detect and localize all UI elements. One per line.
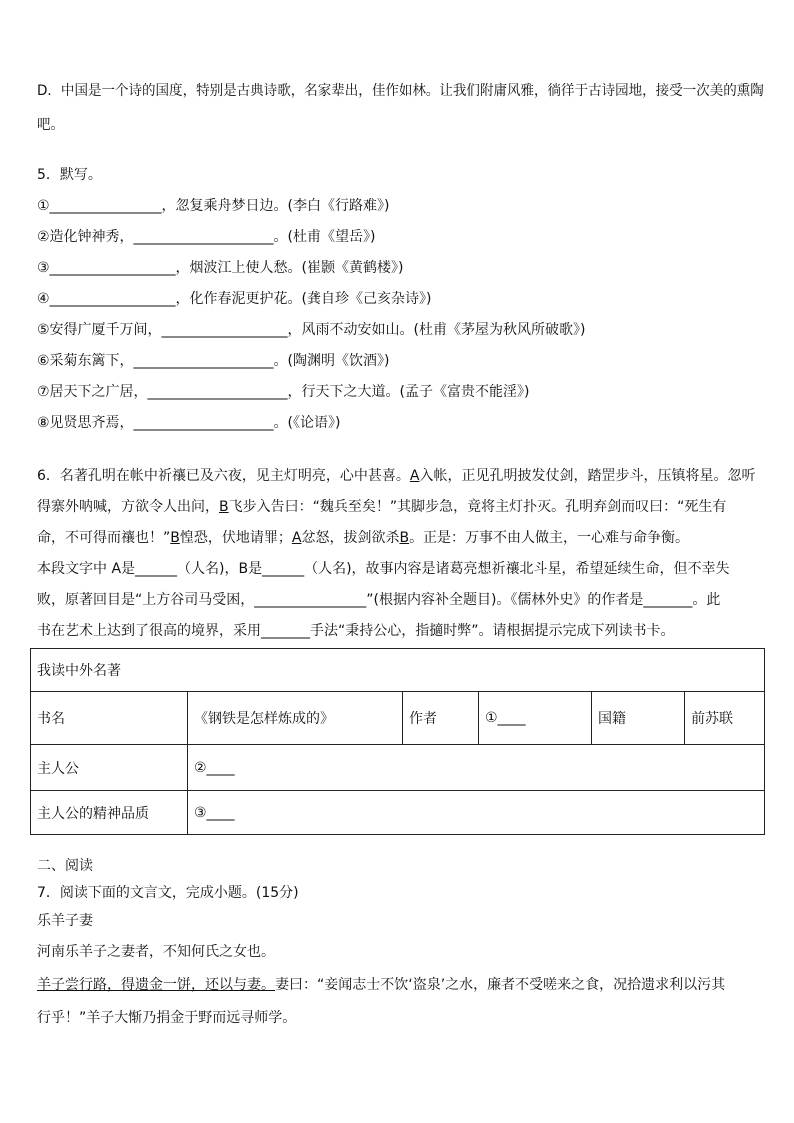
table-row [31,692,765,745]
hero-label: 主人公 [31,745,188,791]
dictation-line-4: ④__________________，化作春泥更护花。(龚自珍《己亥杂诗》) [37,291,432,307]
author-value: ①____ [479,692,592,745]
q6-marker-a: A [409,468,420,484]
q6-line-5: 败，原著回目是“上方谷司马受困，________________”(根据内容补全题目)。《儒林外史》的作者是_______。此 [37,592,721,608]
author-label: 作者 [403,692,479,745]
q6-line-3-g: 。正是：万事不由人做主，一心难与命争衡。 [409,530,690,546]
q6-line-3 [37,523,755,554]
question-5 [37,160,585,439]
q6-line-1-c: 入帐，正见孔明披发仗剑，踏罡步斗，压镇将星。忽听 [419,468,756,484]
q6-line-6: 书在艺术上达到了很高的境界，采用_______手法“秉持公心，指擿时弊”。请根据提示完成下列读书卡。 [37,623,675,639]
table-header: 我读中外名著 [31,649,765,692]
q6-marker-b: B [399,530,410,546]
q6-line-3-a: 命，不可得而禳也！” [37,530,171,546]
q6-line-1-a: 6．名著孔明在帐中祈禳已及六夜，见主灯明亮，心中甚喜。 [37,468,410,484]
q6-marker-b: B [219,499,229,515]
q6-line-1 [37,461,755,492]
question-7: 7．阅读下面的文言文，完成小题。(15分) [37,885,299,901]
table-row [31,649,765,692]
passage-line-1: 河南乐羊子之妻者，不知何氏之女也。 [37,944,275,960]
country-label: 国籍 [592,692,685,745]
passage-underlined-sentence: 羊子尝行路，得遗金一饼，还以与妻。 [37,977,275,993]
passage-title: 乐羊子妻 [37,913,93,929]
country-value: 前苏联 [685,692,765,745]
q6-line-2-c: 飞步入告曰：“魏兵至矣！”其脚步急，竟将主灯扑灭。孔明弃剑而叹曰：“死生有 [228,499,727,515]
option-d-line-2: 吧。 [37,117,65,133]
book-value: 《钢铁是怎样炼成的》 [188,692,403,745]
question-6 [37,461,755,647]
dictation-line-6: ⑥采菊东篱下，____________________。(陶渊明《饮酒》) [37,353,390,369]
reading-card-table [30,648,765,835]
passage-line-3: 行乎！”羊子大惭乃捐金于野而远寻师学。 [37,1010,297,1026]
q6-line-4: 本段文字中 A是______（人名)，B是______（人名)，故事内容是诸葛亮想祈禳北斗星，希望延续生命，但不幸失 [37,561,730,577]
table-row [31,791,765,835]
hero-value: ②____ [188,745,765,791]
question-5-title: 5．默写。 [37,167,102,183]
q6-line-2 [37,492,755,523]
spirit-value: ③____ [188,791,765,835]
option-d [37,76,790,141]
dictation-line-7: ⑦居天下之广居，____________________，行天下之大道。(孟子《富贵不能淫》) [37,384,530,400]
dictation-line-5: ⑤安得广厦千万间，__________________，风雨不动安如山。(杜甫《茅屋为秋风所破歌》) [37,322,586,338]
q6-line-2-a: 得寨外呐喊，方欲令人出问， [37,499,219,515]
spirit-label: 主人公的精神品质 [31,791,188,835]
q6-marker-b: B [170,530,180,546]
q6-line-3-e: 忿怒，拔剑欲杀 [301,530,400,546]
book-label: 书名 [31,692,188,745]
q6-line-3-c: 惶恐，伏地请罪； [179,530,292,546]
section-reading [37,853,725,1035]
dictation-line-8: ⑧见贤思齐焉，____________________。(《论语》) [37,415,341,431]
section-title: 二、阅读 [37,858,93,874]
passage-line-2-rest: 妻曰：“妾闻志士不饮‘盗泉’之水，廉者不受嗟来之食，况拾遗求利以污其 [275,977,726,993]
option-d-line-1: D．中国是一个诗的国度，特别是古典诗歌，名家辈出，佳作如林。让我们附庸风雅，徜徉于古诗园地，接受一次美的熏陶 [37,83,764,99]
dictation-line-1: ①________________，忽复乘舟梦日边。(李白《行路难》) [37,198,390,214]
dictation-line-3: ③__________________，烟波江上使人愁。(崔颢《黄鹤楼》) [37,260,404,276]
passage-line-2 [37,969,725,1002]
q6-marker-a: A [291,530,302,546]
dictation-line-2: ②造化钟神秀，____________________。(杜甫《望岳》) [37,229,376,245]
table-row [31,745,765,791]
